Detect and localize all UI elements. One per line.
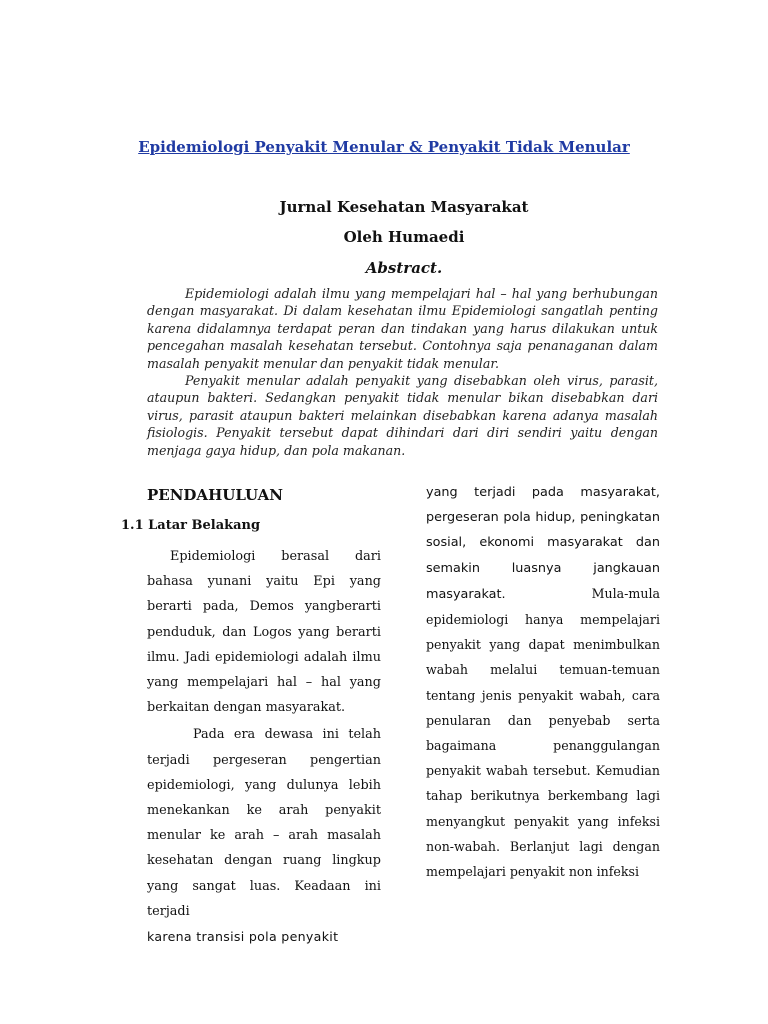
- right-column: [426, 480, 660, 884]
- right-serif-start: Mula-mula: [591, 585, 660, 601]
- document-title[interactable]: Epidemiologi Penyakit Menular & Penyakit Tidak Menular: [138, 138, 630, 156]
- abstract-body: [147, 285, 658, 459]
- right-sans-text: yang terjadi pada masyarakat, pergeseran pola hidup, peningkatan sosial, ekonomi masyarakat dan semakin luasnya jangkauan masyarakat.: [426, 485, 660, 602]
- author-line: Oleh Humaedi: [343, 228, 465, 246]
- abstract-paragraph-2: Penyakit menular adalah penyakit yang disebabkan oleh virus, parasit, ataupun bakteri. Sedangkan penyakit tidak menular bikan disebabkan dari virus, parasit ataupun bakteri melainkan disebabkan karena adanya masalah fisiologis. Penyakit tersebut dapat dihindari dari diri sendiri yaitu dengan menjaga gaya hidup, dan pola makanan.: [147, 373, 658, 458]
- left-paragraph-2-end: karena transisi pola penyakit: [147, 929, 339, 945]
- journal-name: Jurnal Kesehatan Masyarakat: [279, 198, 529, 216]
- left-paragraph-2: Pada era dewasa ini telah terjadi pergeseran pengertian epidemiologi, yang dulunya lebih menekankan ke arah penyakit menular ke arah – arah masalah kesehatan dengan ruang lingkup yang sangat luas. Keadaan ini terjadi: [147, 727, 381, 919]
- left-paragraph-1: Epidemiologi berasal dari bahasa yunani yaitu Epi yang berarti pada, Demos yangberarti penduduk, dan Logos yang berarti ilmu. Jadi epidemiologi adalah ilmu yang mempelajari hal – hal yang berkaitan dengan masyarakat.: [147, 549, 381, 716]
- right-paragraph-serif: epidemiologi hanya mempelajari penyakit yang dapat menimbulkan wabah melalui temuan-temuan tentang jenis penyakit wabah, cara penularan dan penyebab serta bagaimana penanggulangan penyakit wabah tersebut. Kemudian tahap berikutnya berkembang lagi menyangkut penyakit yang infeksi non-wabah. Berlanjut lagi dengan mempelajari penyakit non infeksi: [426, 612, 660, 880]
- left-column: [121, 482, 381, 949]
- abstract-heading: Abstract.: [365, 259, 443, 277]
- abstract-paragraph-1: Epidemiologi adalah ilmu yang mempelajari hal – hal yang berhubungan dengan masyarakat. Di dalam kesehatan ilmu Epidemiologi sangatlah penting karena didalamnya terdapat peran dan tindakan yang harus dilakukan untuk pencegahan masalah kesehatan tersebut. Contohnya saja penanaganan dalam masalah penyakit menular dan penyakit tidak menular.: [147, 286, 658, 371]
- right-paragraph-sans: [426, 480, 660, 607]
- subsection-heading: 1.1 Latar Belakang: [121, 518, 261, 533]
- section-heading: PENDAHULUAN: [147, 486, 284, 504]
